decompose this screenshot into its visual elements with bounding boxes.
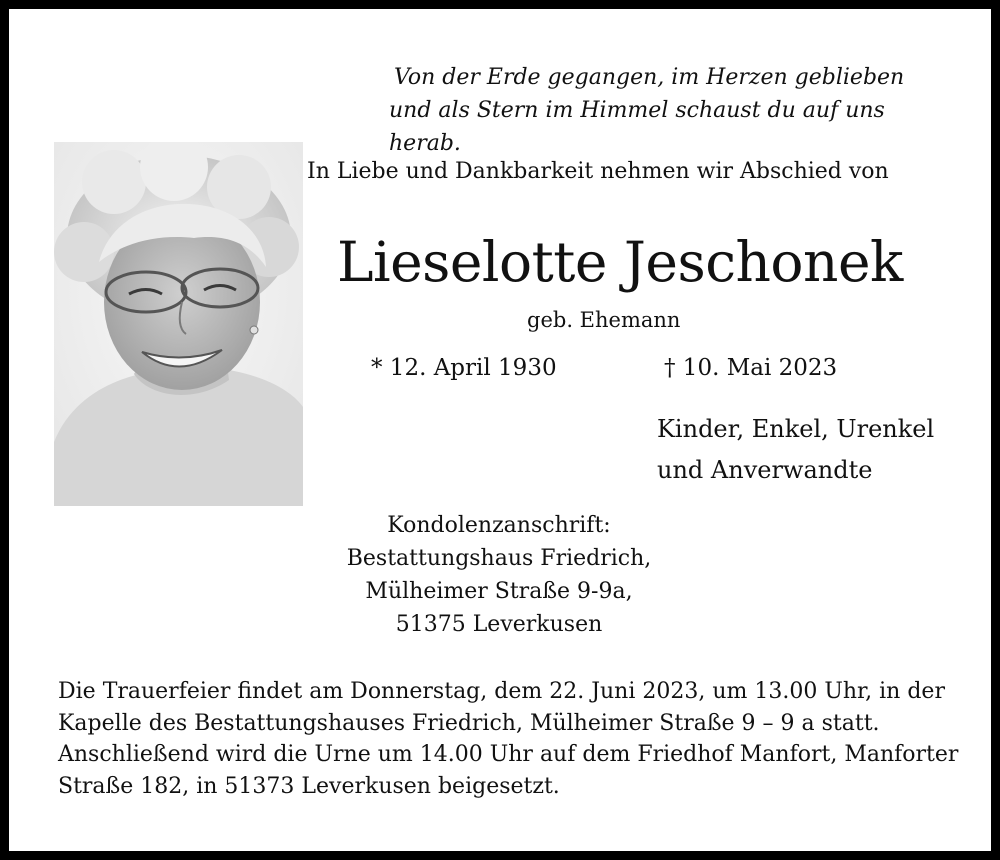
- maiden-name: geb. Ehemann: [527, 308, 681, 332]
- intro-text: In Liebe und Dankbarkeit nehmen wir Abschied von: [307, 159, 889, 184]
- deceased-name: Lieselotte Jeschonek: [337, 230, 903, 294]
- ceremony-line-3: Anschließend wird die Urne um 14.00 Uhr auf dem Friedhof Manfort, Manforter: [58, 742, 959, 767]
- motto-verse: [389, 61, 949, 160]
- portrait-photo: [54, 142, 303, 506]
- ceremony-details: [58, 676, 978, 802]
- condolence-line-3: 51375 Leverkusen: [395, 612, 603, 637]
- condolence-address: [289, 509, 709, 641]
- birth-date: * 12. April 1930: [371, 355, 557, 381]
- ceremony-line-1: Die Trauerfeier findet am Donnerstag, dem 22. Juni 2023, um 13.00 Uhr, in der: [58, 679, 945, 704]
- mourners: [657, 409, 934, 491]
- ceremony-line-2: Kapelle des Bestattungshauses Friedrich, Mülheimer Straße 9 – 9 a statt.: [58, 710, 880, 736]
- condolence-line-1: Bestattungshaus Friedrich,: [346, 546, 652, 571]
- death-date: † 10. Mai 2023: [664, 355, 838, 381]
- portrait-illustration: [54, 142, 303, 506]
- condolence-line-2: Mülheimer Straße 9-9a,: [365, 579, 633, 604]
- motto-line-1: Von der Erde gegangen, im Herzen geblieben: [394, 65, 905, 90]
- mourners-line-1: Kinder, Enkel, Urenkel: [657, 415, 935, 443]
- mourners-line-2: und Anverwandte: [657, 456, 873, 484]
- condolence-label: Kondolenzanschrift:: [387, 513, 611, 538]
- obituary-card: [9, 9, 991, 851]
- motto-line-2: und als Stern im Himmel schaust du auf uns herab.: [389, 98, 885, 156]
- ceremony-line-4: Straße 182, in 51373 Leverkusen beigesetzt.: [58, 773, 560, 799]
